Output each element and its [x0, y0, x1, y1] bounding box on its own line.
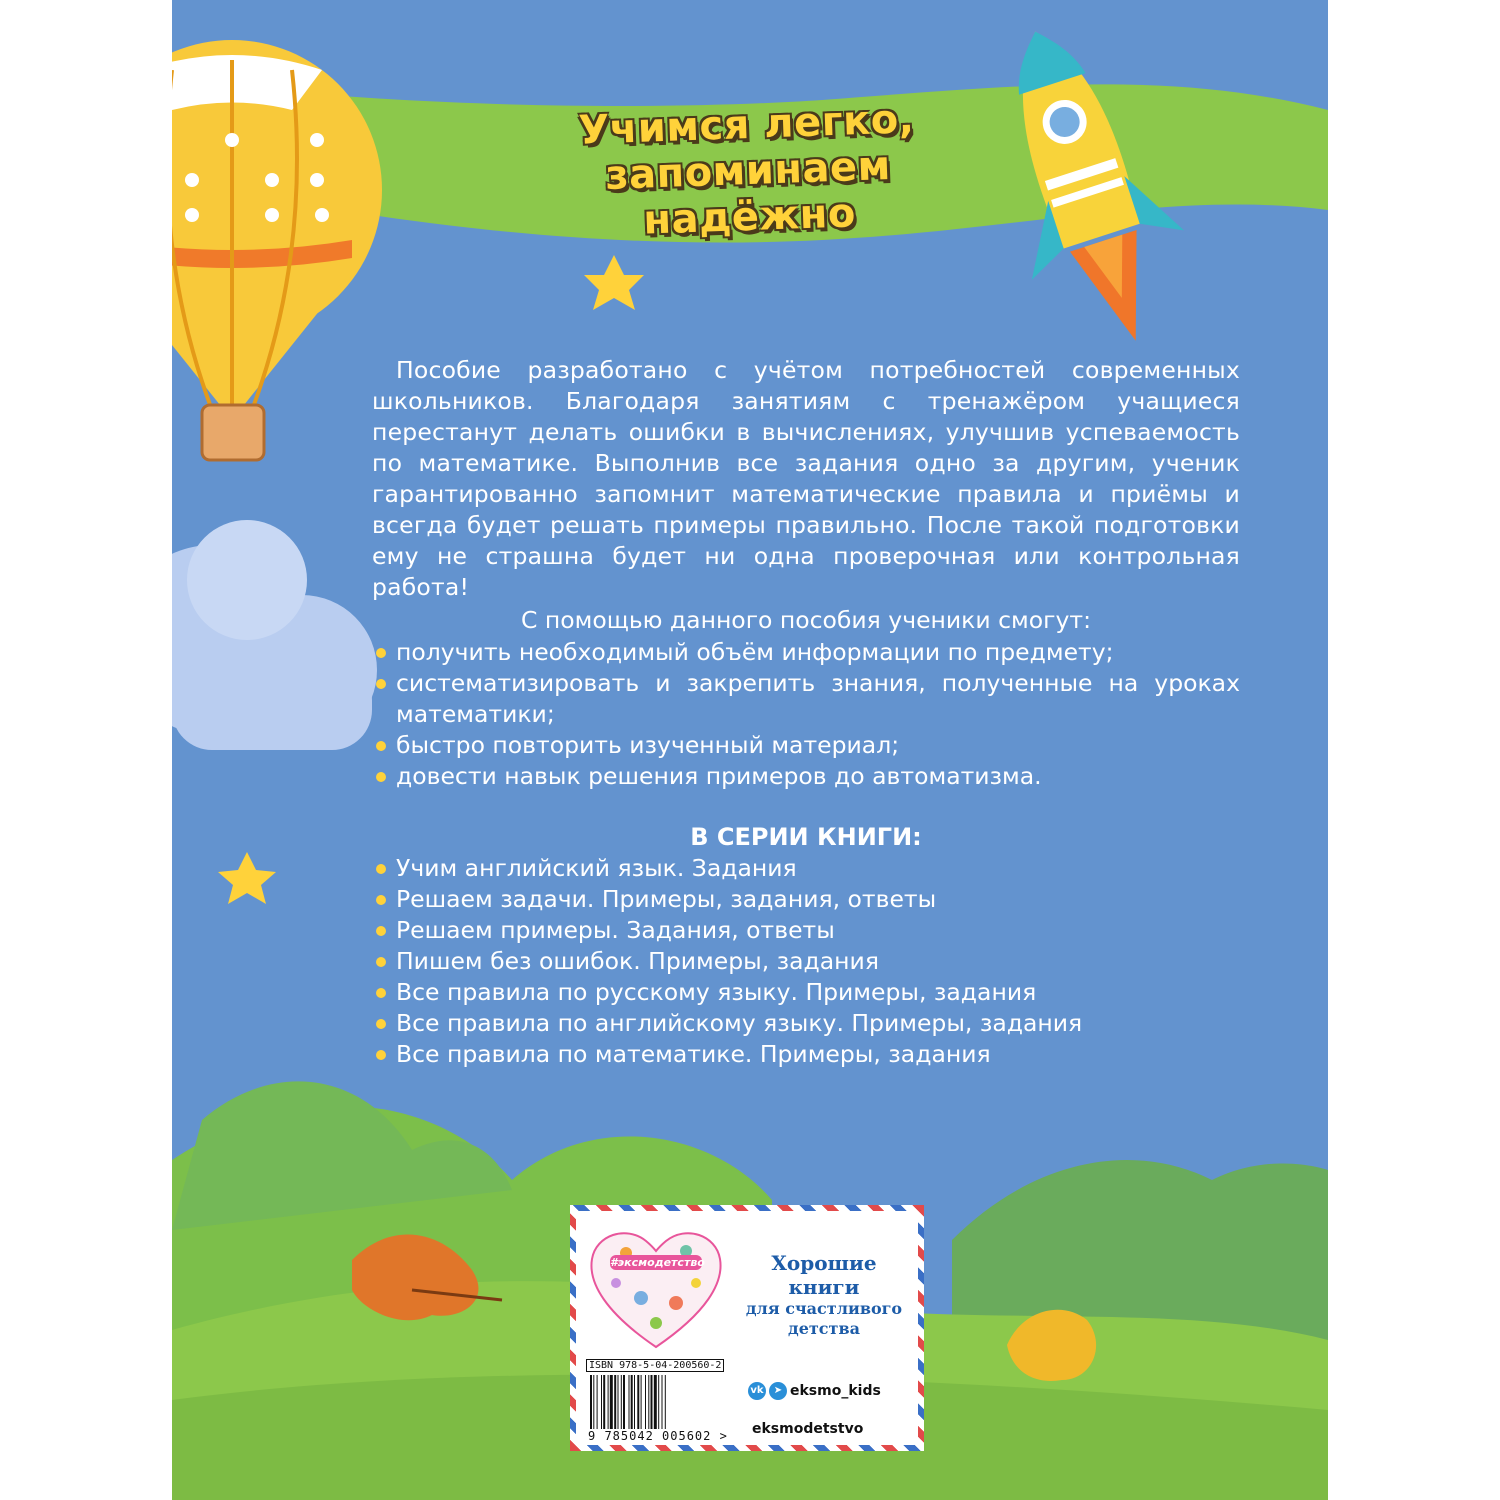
list-item: быстро повторить изученный материал; [372, 730, 1240, 761]
barcode-icon [588, 1375, 740, 1429]
skills-title: С помощью данного пособия ученики смогут: [520, 606, 1092, 634]
site-row[interactable] [752, 1417, 881, 1441]
slogan-line-4: детства [788, 1319, 860, 1338]
publisher-card [570, 1205, 924, 1451]
hashtag-label: #эксмодетство [610, 1256, 705, 1269]
social-links [748, 1379, 881, 1441]
headline-line-2: запоминаем надёжно [604, 143, 892, 244]
list-item: получить необходимый объём информации по предмету; [372, 637, 1240, 668]
barcode-number: 9 785042 005602 > [588, 1429, 728, 1443]
vk-icon[interactable]: vk [748, 1382, 766, 1400]
list-item: Все правила по русскому языку. Примеры, задания [372, 977, 1240, 1008]
list-item: Решаем примеры. Задания, ответы [372, 915, 1240, 946]
card-slogan [734, 1251, 914, 1339]
series-title: В СЕРИИ КНИГИ: [690, 823, 922, 851]
list-item: Учим английский язык. Задания [372, 853, 1240, 884]
star-left [218, 852, 276, 904]
list-item: Решаем задачи. Примеры, задания, ответы [372, 884, 1240, 915]
list-item: Все правила по математике. Примеры, задания [372, 1039, 1240, 1070]
telegram-icon[interactable]: ➤ [769, 1382, 787, 1400]
slogan-line-2: книги [788, 1275, 860, 1299]
star-top [584, 255, 644, 310]
hot-air-balloon [172, 40, 382, 460]
slogan-line-3: для счастливого [745, 1299, 903, 1318]
list-item: Все правила по английскому языку. Примеры, задания [372, 1008, 1240, 1039]
list-item: систематизировать и закрепить знания, полученные на уроках математики; [372, 668, 1240, 730]
heart-logo-icon [586, 1223, 726, 1351]
social-handle[interactable]: eksmo_kids [790, 1383, 881, 1399]
cloud-left [172, 520, 377, 750]
slogan-line-1: Хорошие [771, 1251, 877, 1275]
headline [496, 93, 1001, 248]
list-item: довести навык решения примеров до автоматизма. [372, 761, 1240, 792]
site-handle[interactable]: eksmodetstvo [752, 1421, 864, 1437]
skills-list [372, 637, 1240, 792]
intro-paragraph: Пособие разработано с учётом потребностей современных школьников. Благодаря занятиям с тренажёром учащиеся перестанут делать ошибки в вычислениях, улучшив успеваемость по математике. Выполнив все задания одно за другим, ученик гарантированно запомнит математические правила и приёмы и всегда будет решать примеры правильно. После такой подготовки ему не страшна будет ни одна проверочная или контрольная работа! [372, 356, 1240, 601]
headline-line-1: Учимся легко, [577, 96, 916, 154]
social-row[interactable] [748, 1379, 881, 1403]
isbn-label: ISBN 978-5-04-200560-2 [586, 1359, 724, 1372]
list-item: Пишем без ошибок. Примеры, задания [372, 946, 1240, 977]
series-list [372, 853, 1240, 1070]
